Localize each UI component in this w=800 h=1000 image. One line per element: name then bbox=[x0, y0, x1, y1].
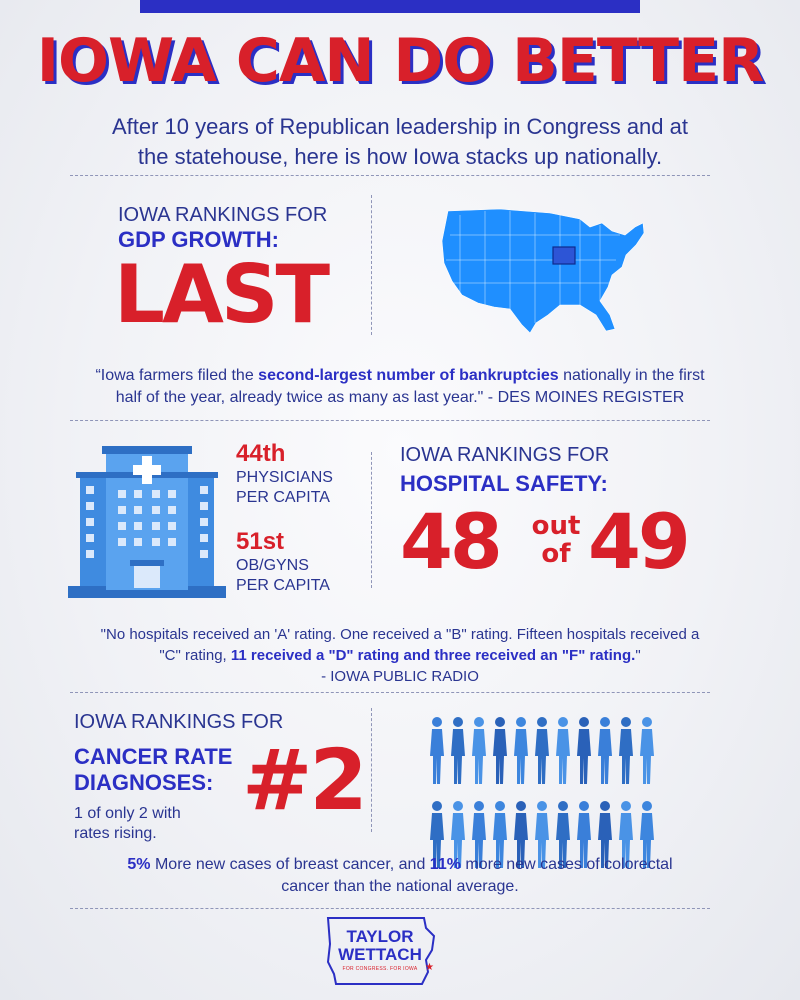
cancer-quote-line-2: cancer than the national average. bbox=[281, 878, 519, 895]
physician-stats bbox=[236, 440, 366, 596]
page-subtitle bbox=[60, 112, 740, 172]
quote-text: nationally in the first bbox=[558, 367, 705, 384]
hospital-quote-line-2 bbox=[30, 645, 770, 666]
hospital-quote-line-1: "No hospitals received an 'A' rating. One received a "B" rating. Fifteen hospitals received a bbox=[100, 626, 700, 643]
logo-name-2: WETTACH bbox=[338, 945, 422, 964]
quote-text: "C" rating, bbox=[159, 647, 231, 664]
divider bbox=[70, 175, 710, 176]
quote-bold: 11% bbox=[429, 856, 461, 873]
quote-bold: second-largest number of bankruptcies bbox=[258, 367, 559, 384]
page-title: IOWA CAN DO BETTER bbox=[36, 26, 764, 96]
hospital-building-icon bbox=[68, 446, 226, 598]
vertical-divider bbox=[371, 452, 372, 588]
obgyn-label-1: OB/GYNS bbox=[236, 557, 309, 574]
logo-name-1: TAYLOR bbox=[346, 927, 414, 946]
cancer-quote-line-1 bbox=[40, 854, 760, 876]
hospital-label: IOWA RANKINGS FOR bbox=[400, 444, 610, 466]
women-figures-graphic bbox=[430, 716, 670, 876]
cancer-rank: #2 bbox=[242, 731, 365, 829]
obgyn-label-2: PER CAPITA bbox=[236, 577, 330, 594]
subtitle-line-1: After 10 years of Republican leadership in Congress and at bbox=[111, 114, 688, 139]
logo-tagline: FOR CONGRESS. FOR IOWA bbox=[342, 966, 418, 972]
iowa-highlight bbox=[553, 247, 575, 264]
quote-text: “Iowa farmers filed the bbox=[95, 367, 259, 384]
star-icon: ★ bbox=[425, 962, 434, 973]
divider bbox=[70, 420, 710, 421]
vertical-divider bbox=[371, 195, 372, 335]
divider bbox=[70, 908, 710, 909]
hospital-quote bbox=[30, 624, 770, 687]
quote-bold: 5% bbox=[127, 856, 151, 873]
campaign-logo bbox=[322, 914, 442, 990]
vertical-divider bbox=[371, 708, 372, 832]
us-map-icon bbox=[440, 205, 650, 335]
gdp-label: IOWA RANKINGS FOR bbox=[118, 204, 328, 226]
cancer-note-1: 1 of only 2 with bbox=[74, 805, 181, 822]
cancer-label: IOWA RANKINGS FOR bbox=[74, 711, 284, 733]
gdp-ranking bbox=[114, 203, 368, 341]
obgyn-rank: 51st bbox=[236, 528, 285, 555]
gdp-rank: LAST bbox=[114, 248, 328, 341]
physicians-label-2: PER CAPITA bbox=[236, 489, 330, 506]
quote-bold: 11 received a "D" rating and three received an "F" rating. bbox=[230, 647, 636, 664]
top-accent-bar bbox=[140, 0, 640, 13]
hospital-total: 49 bbox=[588, 497, 688, 586]
cancer-quote bbox=[40, 854, 760, 898]
quote-text: " bbox=[635, 647, 641, 664]
out-word: out bbox=[531, 511, 581, 541]
quote-line-1 bbox=[40, 365, 760, 387]
physicians-rank: 44th bbox=[236, 440, 286, 467]
cancer-metric-2: DIAGNOSES: bbox=[74, 770, 214, 795]
divider bbox=[70, 692, 710, 693]
hospital-out-of bbox=[528, 512, 584, 568]
hospital-quote-source: - IOWA PUBLIC RADIO bbox=[321, 668, 479, 685]
gdp-metric: GDP GROWTH: bbox=[118, 227, 279, 252]
hospital-ranking bbox=[400, 443, 720, 497]
quote-line-2: half of the year, already twice as many as last year." - DES MOINES REGISTER bbox=[115, 389, 685, 406]
hospital-rank: 48 bbox=[400, 497, 500, 586]
cancer-metric-1: CANCER RATE bbox=[74, 744, 233, 769]
quote-text: more new cases of colorectal bbox=[460, 856, 673, 873]
of-word: of bbox=[541, 539, 571, 569]
hospital-metric: HOSPITAL SAFETY: bbox=[400, 471, 608, 496]
cancer-note-2: rates rising. bbox=[74, 825, 157, 842]
quote-text: More new cases of breast cancer, and bbox=[150, 856, 430, 873]
physicians-label-1: PHYSICIANS bbox=[236, 469, 333, 486]
bankruptcy-quote bbox=[40, 365, 760, 409]
subtitle-line-2: the statehouse, here is how Iowa stacks up nationally. bbox=[137, 144, 663, 169]
